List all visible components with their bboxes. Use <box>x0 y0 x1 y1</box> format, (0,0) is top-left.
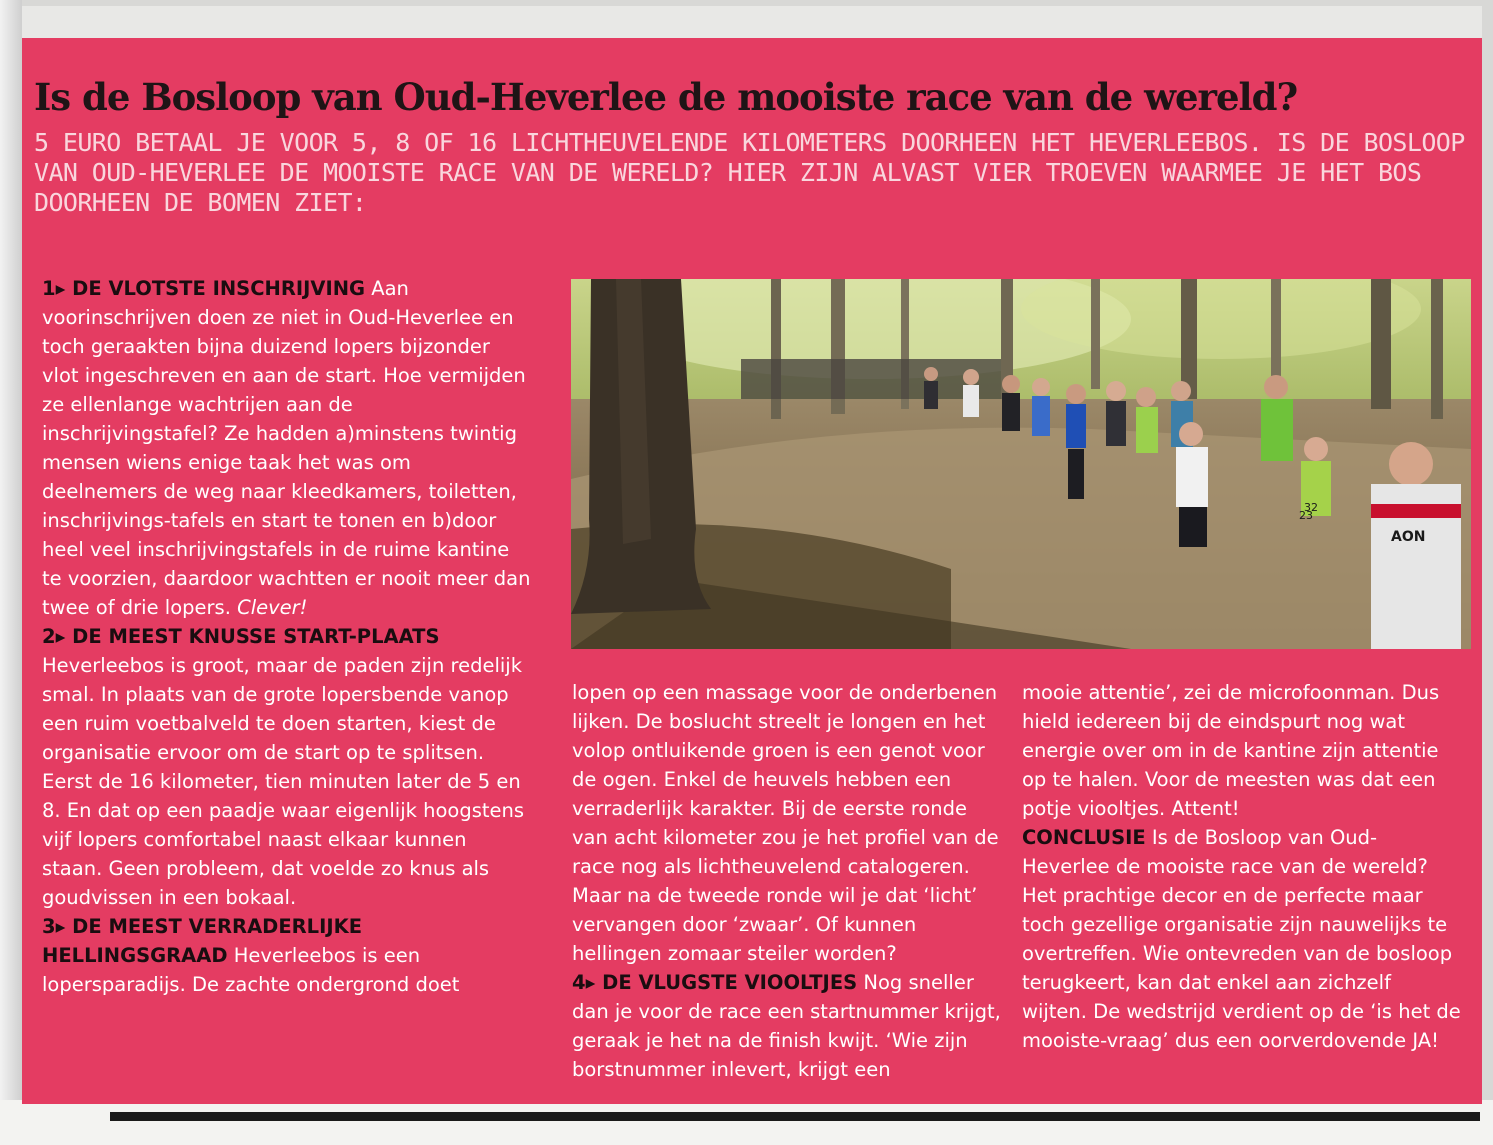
page-top-strip <box>22 6 1482 38</box>
section-4 <box>572 968 1002 1084</box>
conclusion-heading: CONCLUSIE <box>1022 826 1146 849</box>
section-3-text-start: Heverleebos is een lopersparadijs. De zachte ondergrond doet <box>42 944 460 996</box>
section-3-text-continued: lopen op een massage voor de onderbenen lijken. De boslucht streelt je longen en het volop ontluikende groen is een genot voor de ogen. Enkel de heuvels hebben een verraderlijk karakter. Bij de eerste ronde van acht kilometer zou je het profiel van de race nog als lichtheuvelend catalogeren. Maar na de tweede ronde wil je dat ‘licht’ vervangen door ‘zwaar’. Of kunnen hellingen zomaar steiler worden? <box>572 681 999 965</box>
conclusion-text: Is de Bosloop van Oud-Heverlee de mooiste race van de wereld? Het prachtige decor en de perfecte maar toch gezellige organisatie zijn nauwelijks te overtreffen. Wie ontevreden van de bosloop terugkeert, kan dat enkel aan zichzelf wijten. De wedstrijd verdient op de ‘is het de mooiste-vraag’ dus een oorverdovende JA! <box>1022 826 1461 1052</box>
section-4-heading: 4▸ DE VLUGSTE VIOOLTJES <box>572 971 858 994</box>
section-3-heading: 3▸ DE MEEST VERRADERLIJKE HELLINGSGRAAD <box>42 915 363 967</box>
article-column-1 <box>42 274 532 999</box>
conclusion <box>1022 823 1462 1055</box>
page-bottom-rule <box>110 1112 1480 1121</box>
section-1-heading: 1▸ DE VLOTSTE INSCHRIJVING <box>42 277 366 300</box>
section-1 <box>42 274 532 622</box>
article-title: Is de Bosloop van Oud-Heverlee de mooiste race van de wereld? <box>34 74 1298 119</box>
article-column-2 <box>572 678 1002 1084</box>
section-3-continued <box>572 678 1002 968</box>
shirt-sponsor-text: AON <box>1391 529 1426 545</box>
section-4-text-continued: mooie attentie’, zei de microfoonman. Dus hield iedereen bij de eindspurt nog wat energie over om in de kantine zijn attentie op te halen. Voor de meesten was dat een potje viooltjes. Attent! <box>1022 681 1440 820</box>
section-4-text-start: Nog sneller dan je voor de race een startnummer krijgt, geraak je het na de finish kwijt. ‘Wie zijn borstnummer inlevert, krijgt een <box>572 971 1001 1081</box>
section-2-text: Heverleebos is groot, maar de paden zijn redelijk smal. In plaats van de grote lopersbende vanop een ruim voetbalveld te doen starten, kiest de organisatie ervoor om de start op te splitsen. Eerst de 16 kilometer, tien minuten later de 5 en 8. En dat op een paadje waar eigenlijk hoogstens vijf lopers comfortabel naast elkaar kunnen staan. Geen probleem, dat voelde zo knus als goudvissen in een bokaal. <box>42 654 525 909</box>
section-1-text: Aan voorinschrijven doen ze niet in Oud-Heverlee en toch geraakten bijna duizend lopers bijzonder vlot ingeschreven en aan de start. Hoe vermijden ze ellenlange wachtrijen aan de inschrijvingstafel? Ze hadden a)minstens twintig mensen wiens enige taak het was om deelnemers de weg naar kleedkamers, toiletten, inschrijvings-tafels en start te tonen en b)door heel veel inschrijvingstafels in de ruime kantine te voorzien, daardoor wachtten er nooit meer dan twee of drie lopers. <box>42 277 531 619</box>
race-bib-number: 32 <box>1304 501 1318 514</box>
section-2-heading: 2▸ DE MEEST KNUSSE START-PLAATS <box>42 625 440 648</box>
section-1-emphasis: Clever! <box>237 596 308 619</box>
section-4-continued <box>1022 678 1462 823</box>
section-2 <box>42 622 532 912</box>
runners-forest-photo <box>571 279 1471 649</box>
article-column-3 <box>1022 678 1462 1055</box>
magazine-page <box>22 6 1482 1104</box>
article-intro: 5 EURO BETAAL JE VOOR 5, 8 OF 16 LICHTHEUVELENDE KILOMETERS DOORHEEN HET HEVERLEEBOS. IS DE BOSLOOP VAN OUD-HEVERLEE DE MOOISTE RACE VAN DE WERELD? HIER ZIJN ALVAST VIER TROEVEN WAARMEE JE HET BOS DOORHEEN DE BOMEN ZIET: <box>34 128 1465 217</box>
page-binding-edge <box>0 0 22 1145</box>
section-3 <box>42 912 532 999</box>
race-bib-number: 23 <box>1299 509 1313 522</box>
page-bottom-margin <box>0 1100 1493 1145</box>
